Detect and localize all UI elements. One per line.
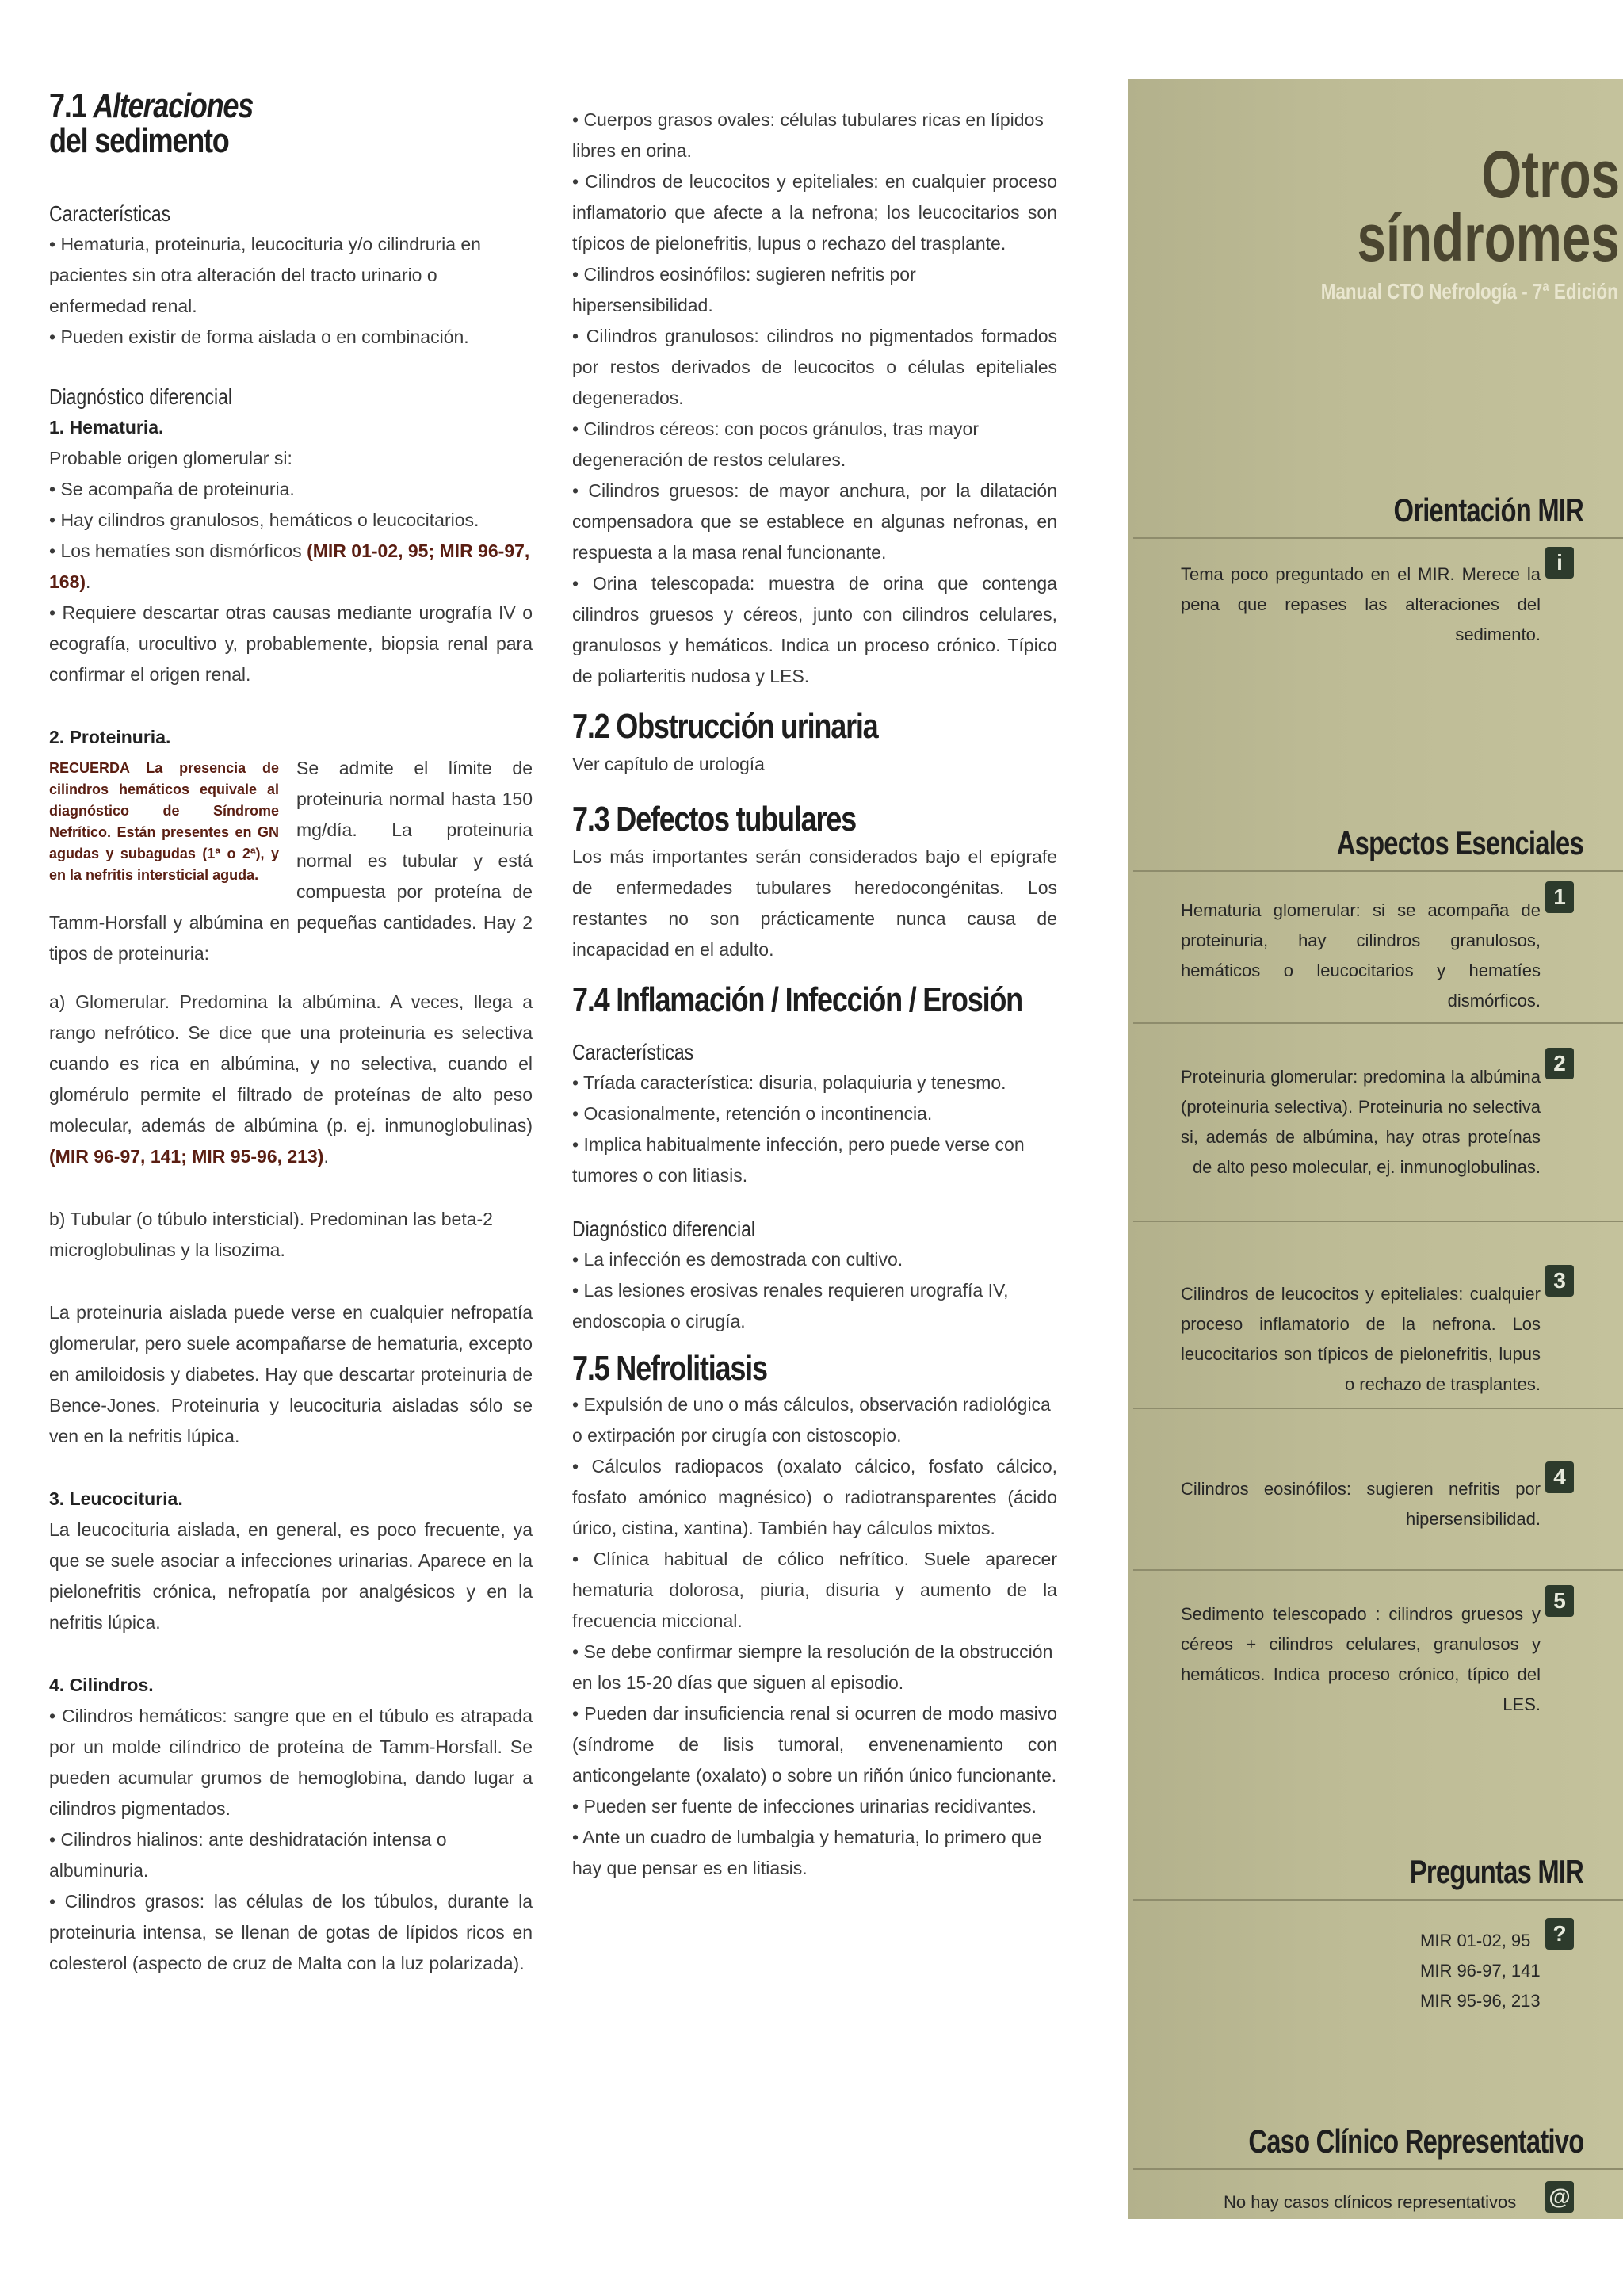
- aspecto-2: Proteinuria glomerular: predomina la albúmina (proteinuria selectiva). Proteinuria no selectiva si, además de albúmina, hay otras proteínas de alto peso molecular, ej. inmunoglobulinas.: [1181, 1067, 1541, 1177]
- section-7-2-title: 7.2 Obstrucción urinaria: [572, 707, 878, 746]
- paragraph: • Cilindros de leucocitos y epiteliales: en cualquier proceso inflamatorio que afecte a la nefrona; los leucocitarios son típicos de pielonefritis, lupus o rechazo del trasplante.: [572, 171, 1057, 254]
- paragraph: La proteinuria aislada puede verse en cualquier nefropatía glomerular, pero suele acompañarse de hematuria, excepto en amiloidosis y diabetes. Hay que descartar proteinuria de Bence-Jones. Proteinuria y leucocituria aisladas sólo se ven en la nefritis lúpica.: [49, 1302, 533, 1446]
- at-icon: @: [1545, 2181, 1574, 2213]
- paragraph: • Cuerpos grasos ovales: células tubulares ricas en lípidos libres en orina.: [572, 109, 1044, 161]
- aspecto-4: Cilindros eosinófilos: sugieren nefritis por hipersensibilidad.: [1181, 1479, 1541, 1529]
- divider: [1133, 2168, 1623, 2170]
- paragraph: • La infección es demostrada con cultivo.: [572, 1249, 903, 1270]
- paragraph: Probable origen glomerular si:: [49, 448, 292, 468]
- mir-reference: (MIR 01-02, 95; MIR 96-97, 168): [49, 541, 530, 592]
- paragraph: • Cálculos radiopacos (oxalato cálcico, fosfato cálcico, fosfato amónico magnésico) o radiotransparentes (ácido úrico, cistina, xantina). También hay cálculos mixtos.: [572, 1456, 1057, 1538]
- leucocituria-title: 3. Leucocituria.: [49, 1488, 183, 1509]
- diagnostico-heading: Diagnóstico diferencial: [572, 1217, 756, 1241]
- section-7-1-title: 7.1 Alteraciones del sedimento: [49, 86, 254, 160]
- paragraph: • Cilindros grasos: las células de los túbulos, durante la proteinuria intensa, se llenan de gotas de lípidos ricos en colesterol (aspecto de cruz de Malta con la luz polarizada).: [49, 1891, 533, 1973]
- caracteristicas-heading: Características: [572, 1040, 694, 1064]
- mir-ref-2: MIR 96-97, 141: [1420, 1961, 1541, 1981]
- paragraph: • Expulsión de uno o más cálculos, observación radiológica o extirpación por cirugía con cistoscopio.: [572, 1394, 1051, 1446]
- divider: [1133, 870, 1623, 872]
- paragraph: • Los hematíes son dismórficos (MIR 01-02, 95; MIR 96-97, 168).: [49, 541, 530, 592]
- paragraph: • Pueden ser fuente de infecciones urinarias recidivantes.: [572, 1796, 1037, 1817]
- section-7-4-title: 7.4 Inflamación / Infección / Erosión: [572, 980, 1022, 1019]
- mir-ref-3: MIR 95-96, 213: [1420, 1991, 1541, 2011]
- proteinuria-title: 2. Proteinuria.: [49, 727, 171, 747]
- paragraph: • Cilindros hialinos: ante deshidratación intensa o albuminuria.: [49, 1829, 447, 1881]
- paragraph: Ver capítulo de urología: [572, 754, 765, 774]
- paragraph: • Hematuria, proteinuria, leucocituria y/o cilindruria en pacientes sin otra alteración del tracto urinario o enfermedad renal.: [49, 234, 481, 316]
- paragraph: • Orina telescopada: muestra de orina que contenga cilindros gruesos y céreos, junto con cilindros celulares, granulosos y hemáticos. Indica un proceso crónico. Típico de poliarteritis nudosa y LES.: [572, 573, 1057, 686]
- paragraph: • Cilindros gruesos: de mayor anchura, por la dilatación compensadora que se establece en algunas nefronas, en respuesta a la masa renal funcionante.: [572, 480, 1057, 563]
- chapter-title-line1: Otros: [1481, 137, 1620, 212]
- paragraph: • Se debe confirmar siempre la resolución de la obstrucción en los 15-20 días que siguen al episodio.: [572, 1641, 1053, 1693]
- paragraph: La leucocituria aislada, en general, es poco frecuente, ya que se suele asociar a infecciones urinarias. Aparece en la pielonefritis crónica, nefropatía por analgésicos y en la nefritis lúpica.: [49, 1519, 533, 1633]
- hematuria-title: 1. Hematuria.: [49, 417, 164, 437]
- divider: [1133, 1899, 1623, 1901]
- paragraph: b) Tubular (o túbulo intersticial). Predominan las beta-2 microglobulinas y la lisozima.: [49, 1209, 493, 1260]
- divider: [1133, 1408, 1623, 1409]
- paragraph: • Cilindros hemáticos: sangre que en el túbulo es atrapada por un molde cilíndrico de proteína de Tamm-Horsfall. Se pueden acumular grumos de hemoglobina, dando lugar a cilindros pigmentados.: [49, 1706, 533, 1819]
- cilindros-title: 4. Cilindros.: [49, 1675, 154, 1695]
- orientacion-heading: Orientación MIR: [1393, 491, 1583, 529]
- number-badge-4: 4: [1545, 1461, 1574, 1493]
- number-badge-1: 1: [1545, 881, 1574, 913]
- section-7-5-title: 7.5 Nefrolitiasis: [572, 1349, 767, 1388]
- section-7-3-title: 7.3 Defectos tubulares: [572, 800, 856, 839]
- paragraph: • Requiere descartar otras causas mediante urografía IV o ecografía, urocultivo y, probablemente, biopsia renal para confirmar el origen renal.: [49, 602, 533, 685]
- caracteristicas-heading: Características: [49, 201, 171, 226]
- paragraph: • Clínica habitual de cólico nefrítico. Suele aparecer hematuria dolorosa, piuria, disuria y aumento de la frecuencia miccional.: [572, 1549, 1057, 1631]
- paragraph: • Ocasionalmente, retención o incontinencia.: [572, 1103, 933, 1124]
- manual-edition: Manual CTO Nefrología - 7ª Edición: [1320, 279, 1618, 304]
- sidebar: [1128, 79, 1623, 2219]
- mir-reference: (MIR 96-97, 141; MIR 95-96, 213): [49, 1146, 324, 1167]
- paragraph: Los más importantes serán considerados bajo el epígrafe de enfermedades tubulares heredocongénitas. Los restantes no son prácticamente nunca causa de incapacidad en el adulto.: [572, 846, 1057, 960]
- preguntas-heading: Preguntas MIR: [1409, 1853, 1583, 1890]
- chapter-title-line2: síndromes: [1357, 201, 1620, 275]
- paragraph: • Se acompaña de proteinuria.: [49, 479, 295, 499]
- paragraph: • Hay cilindros granulosos, hemáticos o leucocitarios.: [49, 510, 479, 530]
- divider: [1133, 537, 1623, 539]
- paragraph: a) Glomerular. Predomina la albúmina. A veces, llega a rango nefrótico. Se dice que una proteinuria es selectiva cuando es rica en albúmina, y no selectiva, cuando el glomérulo permite el filtrado de proteínas de alto peso molecular, además de albúmina (p. ej. inmunoglobulinas) (MIR 96-97, 141; MIR 95-96, 213).: [49, 991, 533, 1167]
- divider: [1133, 1569, 1623, 1571]
- number-badge-3: 3: [1545, 1265, 1574, 1297]
- paragraph: • Tríada característica: disuria, polaquiuria y tenesmo.: [572, 1072, 1006, 1093]
- divider: [1133, 1022, 1623, 1024]
- caso-clinico-heading: Caso Clínico Representativo: [1247, 2122, 1583, 2160]
- aspecto-5: Sedimento telescopado : cilindros gruesos y céreos + cilindros celulares, granulosos y hemáticos. Indica proceso crónico, típico del LES.: [1181, 1604, 1541, 1714]
- info-icon: i: [1545, 547, 1574, 579]
- question-icon: ?: [1545, 1918, 1574, 1950]
- paragraph: • Cilindros céreos: con pocos gránulos, tras mayor degeneración de restos celulares.: [572, 418, 979, 470]
- paragraph: • Pueden dar insuficiencia renal si ocurren de modo masivo (síndrome de lisis tumoral, envenenamiento con anticongelante (oxalato) o sobre un riñón único funcionante.: [572, 1703, 1057, 1786]
- mir-ref-1: MIR 01-02, 95: [1420, 1931, 1531, 1950]
- middle-column: [572, 105, 1057, 1884]
- diagnostico-heading: Diagnóstico diferencial: [49, 384, 233, 409]
- caso-clinico-text: No hay casos clínicos representativos: [1224, 2192, 1517, 2212]
- aspecto-3: Cilindros de leucocitos y epiteliales: cualquier proceso inflamatorio de la nefrona. Los leucocitarios son típicos de pielonefritis, lupus o rechazo de trasplantes.: [1181, 1284, 1541, 1394]
- recuerda-note: RECUERDA La presencia de cilindros hemáticos equivale al diagnóstico de Síndrome Nefrítico. Están presentes en GN agudas y subagudas (1ª o 2ª), y en la nefritis intersticial aguda.: [49, 760, 279, 883]
- paragraph: • Cilindros granulosos: cilindros no pigmentados formados por restos derivados de leucocitos o células epiteliales degenerados.: [572, 326, 1057, 408]
- number-badge-5: 5: [1545, 1585, 1574, 1617]
- divider: [1133, 1221, 1623, 1222]
- paragraph: • Implica habitualmente infección, pero puede verse con tumores o con litiasis.: [572, 1134, 1025, 1186]
- orientacion-text: Tema poco preguntado en el MIR. Merece la pena que repases las alteraciones del sedimento.: [1181, 564, 1541, 644]
- number-badge-2: 2: [1545, 1048, 1574, 1079]
- paragraph: RECUERDA La presencia de cilindros hemáticos equivale al diagnóstico de Síndrome Nefrítico. Están presentes en GN agudas y subagudas (1ª o 2ª), y en la nefritis intersticial aguda. Se admite el límite de proteinuria normal hasta 150 mg/día. La proteinuria normal es tubular y está compuesta por proteína de Tamm-Horsfall y albúmina en pequeñas cantidades. Hay 2 tipos de proteinuria:: [49, 758, 533, 964]
- aspecto-1: Hematuria glomerular: si se acompaña de proteinuria, hay cilindros granulosos, hemáticos o leucocitarios y hematíes dismórficos.: [1181, 900, 1541, 1010]
- paragraph: • Las lesiones erosivas renales requieren urografía IV, endoscopia o cirugía.: [572, 1280, 1009, 1331]
- paragraph: • Ante un cuadro de lumbalgia y hematuria, lo primero que hay que pensar es en litiasis.: [572, 1827, 1042, 1878]
- paragraph: • Pueden existir de forma aislada o en combinación.: [49, 327, 469, 347]
- left-column: [49, 86, 533, 1979]
- aspectos-heading: Aspectos Esenciales: [1336, 824, 1583, 861]
- paragraph: • Cilindros eosinófilos: sugieren nefritis por hipersensibilidad.: [572, 264, 916, 315]
